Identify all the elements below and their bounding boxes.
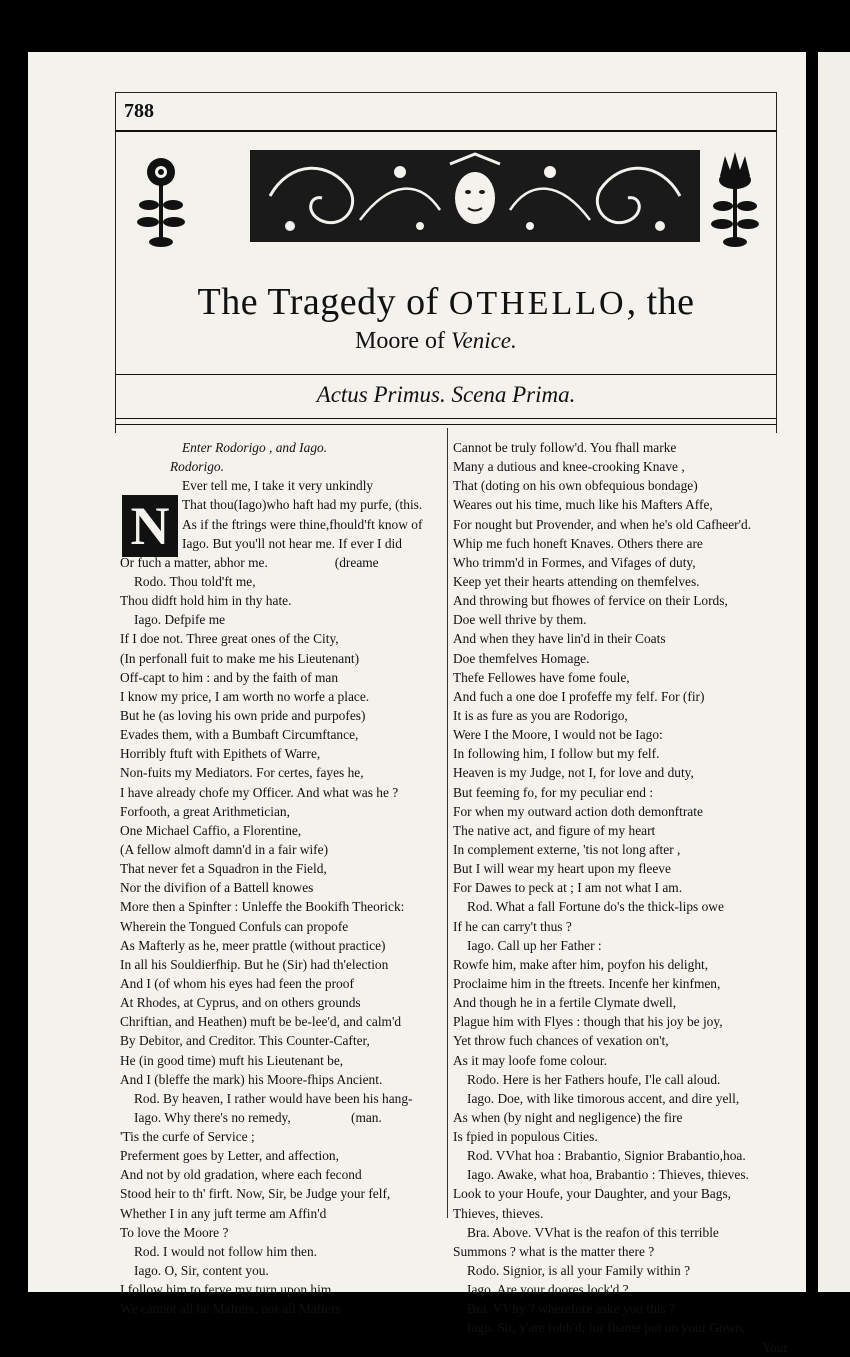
decorative-headpiece-icon — [250, 150, 700, 242]
text-line: We cannot all be Mafters, nor all Mafters — [120, 1301, 341, 1317]
text-line: Off-capt to him : and by the faith of man — [120, 669, 339, 685]
text-line: Bra. Above. VVhat is the reafon of this terrible — [467, 1224, 719, 1240]
text-line: Iago. But you'll not hear me. If ever I did — [182, 535, 402, 551]
text-line: Iago. Awake, what hoa, Brabantio : Thieves, thieves. — [467, 1167, 749, 1183]
text-line: Summons ? what is the matter there ? — [453, 1243, 655, 1259]
text-line: Is fpied in populous Cities. — [453, 1129, 598, 1145]
text-line: He (in good time) muft his Lieutenant be, — [120, 1052, 344, 1068]
text-line: Iago. Doe, with like timorous accent, and dire yell, — [467, 1090, 740, 1106]
text-line: Chriftian, and Heathen) muft be be-lee'd, and calm'd — [120, 1014, 402, 1030]
text-line: That (doting on his own obfequious bondage) — [453, 478, 698, 494]
adjacent-page-edge — [818, 52, 850, 1292]
drop-cap: N — [122, 495, 178, 557]
text-line: And when they have lin'd in their Coats — [453, 631, 666, 647]
text-line: And throwing but fhowes of fervice on their Lords, — [453, 593, 728, 609]
text-line: Doe themfelves Homage. — [453, 650, 590, 666]
text-line: And though he in a fertile Clymate dwell, — [453, 995, 677, 1011]
text-line: The native act, and figure of my heart — [453, 822, 656, 838]
subtitle-place: Venice. — [450, 328, 517, 353]
text-line: Look to your Houfe, your Daughter, and your Bags, — [453, 1186, 732, 1202]
title-pre: The Tragedy of — [197, 281, 439, 323]
text-line: And not by old gradation, where each fecond — [120, 1167, 362, 1183]
text-line: Rod. What a fall Fortune do's the thick-lips owe — [467, 899, 724, 915]
text-line: Weares out his time, much like his Mafters Affe, — [453, 497, 713, 513]
play-title — [115, 280, 777, 324]
column-divider — [447, 428, 448, 1218]
text-line: (In perfonall fuit to make me his Lieutenant) — [120, 650, 360, 666]
text-line: Rod. I would not follow him then. — [134, 1243, 317, 1259]
text-line: For when my outward action doth demonftrate — [453, 803, 703, 819]
text-line: Your — [761, 1339, 788, 1355]
text-line: Enter Rodorigo , and Iago. — [182, 440, 328, 455]
text-line: Yet throw fuch chances of vexation on't, — [453, 1033, 669, 1049]
text-line: Wherein the Tongued Confuls can propofe — [120, 918, 349, 934]
text-line: I have already chofe my Officer. And what was he ? — [120, 784, 399, 800]
text-line: In all his Souldierfhip. But he (Sir) had th'election — [120, 956, 389, 972]
text-line: But I will wear my heart upon my fleeve — [453, 861, 671, 877]
title-post: , the — [626, 281, 695, 323]
text-line: As if the ftrings were thine,fhould'ft know of — [182, 516, 423, 532]
text-line: Stood heir to th' firft. Now, Sir, be Judge your felf, — [120, 1186, 391, 1202]
text-line: Who trimm'd in Formes, and Vifages of duty, — [453, 554, 696, 570]
text-line: Plague him with Flyes : though that his joy be joy, — [453, 1014, 723, 1030]
text-line: Many a dutious and knee-crooking Knave , — [453, 459, 685, 475]
text-line: Proclaime him in the ftreets. Incenfe her kinfmen, — [453, 975, 721, 991]
act-rule-top — [115, 418, 777, 419]
text-line: Nor the divifion of a Battell knowes — [120, 880, 314, 896]
right-text-column — [453, 438, 788, 1357]
text-line: As it may loofe fome colour. — [453, 1052, 607, 1068]
page-number: 788 — [124, 100, 154, 122]
flower-ornament-left-icon — [136, 150, 186, 250]
text-line: Evades them, with a Bumbaft Circumftance, — [120, 727, 359, 743]
act-scene-heading: Actus Primus. Scena Prima. — [316, 382, 576, 407]
text-line: Non-fuits my Mediators. For certes, fayes he, — [120, 765, 364, 781]
text-line: As Mafterly as he, meer prattle (without practice) — [120, 937, 386, 953]
text-line: Iago. Defpife me — [134, 612, 226, 628]
text-line: Whether I in any juft terme am Affin'd — [120, 1205, 327, 1221]
text-line: Thieves, thieves. — [453, 1205, 544, 1221]
text-line: Ever tell me, I take it very unkindly — [182, 478, 374, 494]
text-line: Bra. VVhy ? wherefore aske you this ? — [467, 1301, 675, 1317]
text-line: Rod. VVhat hoa : Brabantio, Signior Brabantio,hoa. — [467, 1148, 746, 1164]
text-line: (A fellow almoft damn'd in a fair wife) — [120, 841, 329, 857]
text-line: Iago. Sir, y'are robb'd, for fhame put on your Gown, — [467, 1320, 746, 1336]
text-line: But he (as loving his own pride and purpofes) — [120, 707, 366, 723]
text-line: Keep yet their hearts attending on themfelves. — [453, 573, 700, 589]
text-line: 'Tis the curfe of Service ; — [120, 1129, 255, 1145]
text-line: Iago. Why there's no remedy, (man. — [134, 1109, 382, 1125]
text-line: Were I the Moore, I would not be Iago: — [453, 727, 663, 743]
subtitle-pre: Moore of — [355, 328, 445, 354]
play-subtitle — [355, 328, 517, 355]
text-line: One Michael Caffio, a Florentine, — [120, 822, 302, 838]
text-line: Rowfe him, make after him, poyfon his delight, — [453, 956, 709, 972]
text-line: If I doe not. Three great ones of the City, — [120, 631, 339, 647]
text-line: I follow him to ferve my turn upon him. — [120, 1282, 335, 1298]
text-line: I know my price, I am worth no worfe a place. — [120, 688, 370, 704]
text-line: For Dawes to peck at ; I am not what I am. — [453, 880, 683, 896]
text-line: At Rhodes, at Cyprus, and on others grounds — [120, 995, 361, 1011]
text-line: Heaven is my Judge, not I, for love and duty, — [453, 765, 694, 781]
text-line: Doe well thrive by them. — [453, 612, 587, 628]
title-rule — [115, 374, 777, 375]
text-line: That never fet a Squadron in the Field, — [120, 861, 327, 877]
text-line: And fuch a one doe I profeffe my felf. For (fir) — [453, 688, 705, 704]
text-line: Rod. By heaven, I rather would have been his hang- — [134, 1090, 413, 1106]
text-line: For nought but Provender, and when he's old Cafheer'd. — [453, 516, 752, 532]
act-rule-bottom — [115, 424, 777, 425]
text-line: Or fuch a matter, abhor me. (dreame — [120, 554, 379, 570]
text-line: Rodorigo. — [170, 459, 224, 475]
text-line: In following him, I follow but my felf. — [453, 746, 660, 762]
text-line: But feeming fo, for my peculiar end : — [453, 784, 654, 800]
text-line: By Debitor, and Creditor. This Counter-Cafter, — [120, 1033, 370, 1049]
text-line: Iago. Are your doores lock'd ? — [467, 1282, 629, 1298]
text-line: More then a Spinfter : Unleffe the Bookifh Theorick: — [120, 899, 405, 915]
text-line: Preferment goes by Letter, and affection, — [120, 1148, 339, 1164]
header-rule — [115, 130, 777, 132]
text-line: And I (of whom his eyes had feen the proof — [120, 975, 354, 991]
text-line: As when (by night and negligence) the fire — [453, 1109, 683, 1125]
text-line: In complement externe, 'tis not long after , — [453, 841, 681, 857]
text-line: Thou didft hold him in thy hate. — [120, 593, 292, 609]
left-text-column — [120, 438, 444, 1318]
text-line: Forfooth, a great Arithmetician, — [120, 803, 290, 819]
text-line: Rodo. Here is her Fathers houfe, I'le call aloud. — [467, 1071, 721, 1087]
text-line: It is as fure as you are Rodorigo, — [453, 707, 628, 723]
text-line: Iago. O, Sir, content you. — [134, 1263, 269, 1279]
text-line: If he can carry't thus ? — [453, 918, 572, 934]
text-line: Rodo. Signior, is all your Family within ? — [467, 1263, 691, 1279]
text-line: Cannot be truly follow'd. You fhall marke — [453, 440, 677, 455]
title-name: OTHELLO — [448, 285, 627, 322]
flower-ornament-right-icon — [710, 148, 760, 248]
text-line: Iago. Call up her Father : — [467, 937, 602, 953]
text-line: That thou(Iago)who haft had my purfe, (this. — [182, 497, 423, 513]
text-line: Whip me fuch honeft Knaves. Others there are — [453, 535, 703, 551]
text-line: Thefe Fellowes have fome foule, — [453, 669, 630, 685]
text-line: To love the Moore ? — [120, 1224, 229, 1240]
text-line: Horribly ftuft with Epithets of Warre, — [120, 746, 321, 762]
text-line: Rodo. Thou told'ft me, — [134, 573, 256, 589]
text-line: And I (bleffe the mark) his Moore-fhips Ancient. — [120, 1071, 383, 1087]
